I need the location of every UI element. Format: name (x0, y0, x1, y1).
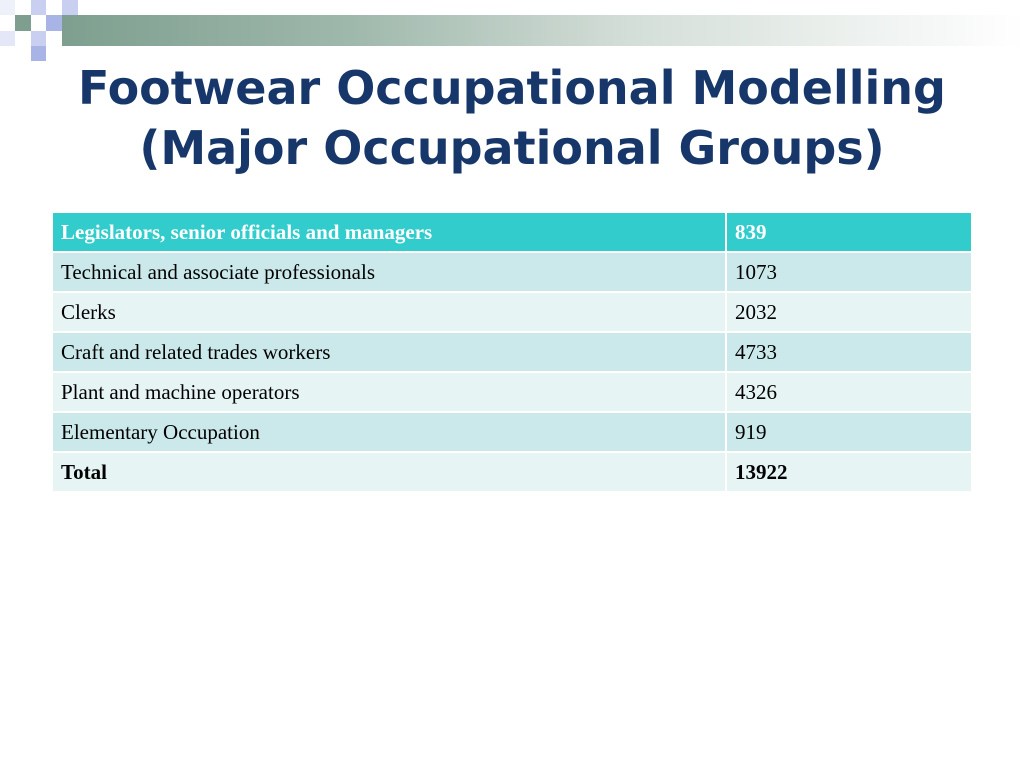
decorative-square (15, 15, 31, 31)
table-cell-value: 2032 (726, 292, 972, 332)
table-cell-total-label: Total (52, 452, 726, 492)
table-cell-label: Legislators, senior officials and managers (52, 212, 726, 252)
table-cell-value: 1073 (726, 252, 972, 292)
table-row (52, 372, 972, 412)
table-cell-label: Clerks (52, 292, 726, 332)
table-row (52, 292, 972, 332)
table-row (52, 412, 972, 452)
occupation-table-container (51, 211, 973, 493)
table-cell-value: 839 (726, 212, 972, 252)
slide-title (0, 58, 1024, 178)
occupation-table (51, 211, 973, 493)
slide-title-line-2: (Major Occupational Groups) (139, 121, 885, 175)
decorative-square (46, 15, 62, 31)
decorative-square (31, 31, 46, 46)
table-cell-label: Craft and related trades workers (52, 332, 726, 372)
decorative-square (31, 0, 46, 15)
table-cell-value: 919 (726, 412, 972, 452)
slide-title-line-1: Footwear Occupational Modelling (78, 61, 946, 115)
table-total-row (52, 452, 972, 492)
decorative-square (0, 31, 15, 46)
table-cell-value: 4733 (726, 332, 972, 372)
table-cell-value: 4326 (726, 372, 972, 412)
table-header-row (52, 212, 972, 252)
decorative-square (0, 0, 15, 15)
table-cell-label: Technical and associate professionals (52, 252, 726, 292)
table-cell-total-value: 13922 (726, 452, 972, 492)
table-row (52, 332, 972, 372)
header-gradient-band (62, 15, 1024, 46)
table-cell-label: Plant and machine operators (52, 372, 726, 412)
decorative-square (62, 0, 78, 15)
table-cell-label: Elementary Occupation (52, 412, 726, 452)
table-row (52, 252, 972, 292)
